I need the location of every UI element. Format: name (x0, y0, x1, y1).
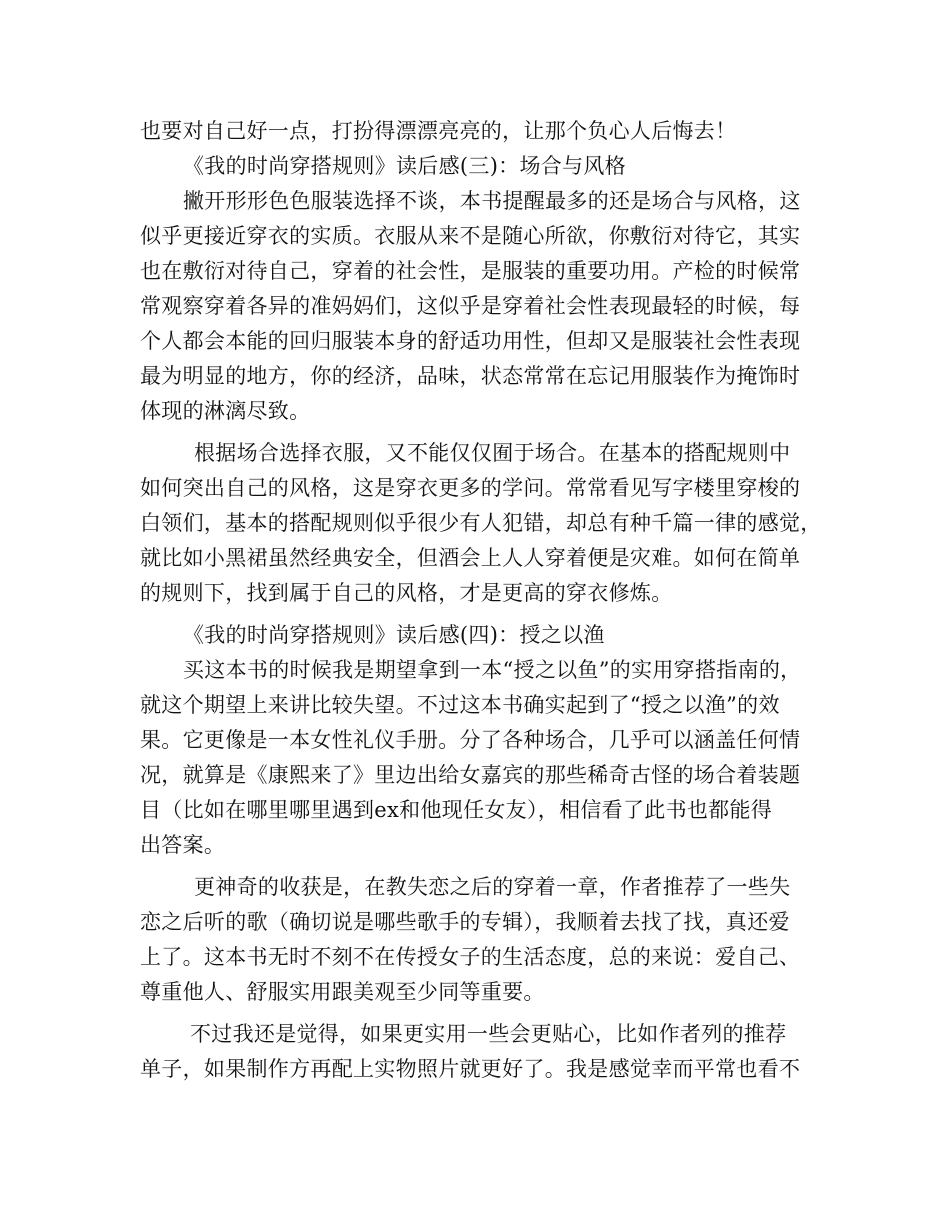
paragraph-line: 白领们，基本的搭配规则似乎很少有人犯错，却总有种千篇一律的感觉， (140, 511, 822, 535)
paragraph-line: 也要对自己好一点，打扮得漂漂亮亮的，让那个负心人后悔去！ (140, 119, 737, 143)
paragraph-line: 出答案。 (140, 833, 226, 857)
paragraph-line: 上了。这本书无时不刻不在传授女子的生活态度，总的来说：爱自己、 (140, 945, 801, 969)
paragraph-line: 常观察穿着各异的准妈妈们，这似乎是穿着社会性表现最轻的时候，每 (140, 294, 801, 318)
paragraph-line: 最为明显的地方，你的经济，品味，状态常常在忘记用服装作为掩饰时 (140, 364, 801, 388)
paragraph-line: 买这本书的时候我是期望拿到一本“授之以鱼”的实用穿搭指南的， (183, 658, 802, 682)
paragraph-line: 不过我还是觉得，如果更实用一些会更贴心，比如作者列的推荐 (190, 1022, 787, 1046)
paragraph-line: 的规则下，找到属于自己的风格，才是更高的穿衣修炼。 (140, 581, 673, 605)
paragraph-line: 况，就算是《康熙来了》里边出给女嘉宾的那些稀奇古怪的场合着装题 (140, 763, 801, 787)
paragraph-line: 目（比如在哪里哪里遇到ex和他现任女友），相信看了此书也都能得 (140, 798, 773, 822)
paragraph-line: 根据场合选择衣服，又不能仅仅囿于场合。在基本的搭配规则中 (194, 441, 791, 465)
paragraph-line: 似乎更接近穿衣的实质。衣服从来不是随心所欲，你敷衍对待它，其实 (140, 224, 801, 248)
paragraph-line: 如何突出自己的风格，这是穿衣更多的学问。常常看见写字楼里穿梭的 (140, 476, 801, 500)
paragraph-line: 尊重他人、舒服实用跟美观至少同等重要。 (140, 980, 545, 1004)
paragraph-line: 就比如小黑裙虽然经典安全，但酒会上人人穿着便是灾难。如何在简单 (140, 546, 801, 570)
paragraph-line: 体现的淋漓尽致。 (140, 399, 311, 423)
paragraph-line: 撇开形形色色服装选择不谈，本书提醒最多的还是场合与风格，这 (183, 189, 801, 213)
section-heading: 《我的时尚穿搭规则》读后感(三)：场合与风格 (183, 154, 626, 178)
paragraph-line: 单子，如果制作方再配上实物照片就更好了。我是感觉幸而平常也看不 (140, 1057, 801, 1081)
paragraph-line: 更神奇的收获是，在教失恋之后的穿着一章，作者推荐了一些失 (194, 875, 791, 899)
section-heading: 《我的时尚穿搭规则》读后感(四)：授之以渔 (183, 623, 605, 647)
paragraph-line: 恋之后听的歌（确切说是哪些歌手的专辑），我顺着去找了找，真还爱 (140, 910, 790, 934)
paragraph-line: 也在敷衍对待自己，穿着的社会性，是服装的重要功用。产检的时候常 (140, 259, 801, 283)
paragraph-line: 个人都会本能的回归服装本身的舒适功用性，但却又是服装社会性表现 (140, 329, 801, 353)
paragraph-line: 就这个期望上来讲比较失望。不过这本书确实起到了“授之以渔”的效 (140, 693, 780, 717)
paragraph-line: 果。它更像是一本女性礼仪手册。分了各种场合，几乎可以涵盖任何情 (140, 728, 801, 752)
